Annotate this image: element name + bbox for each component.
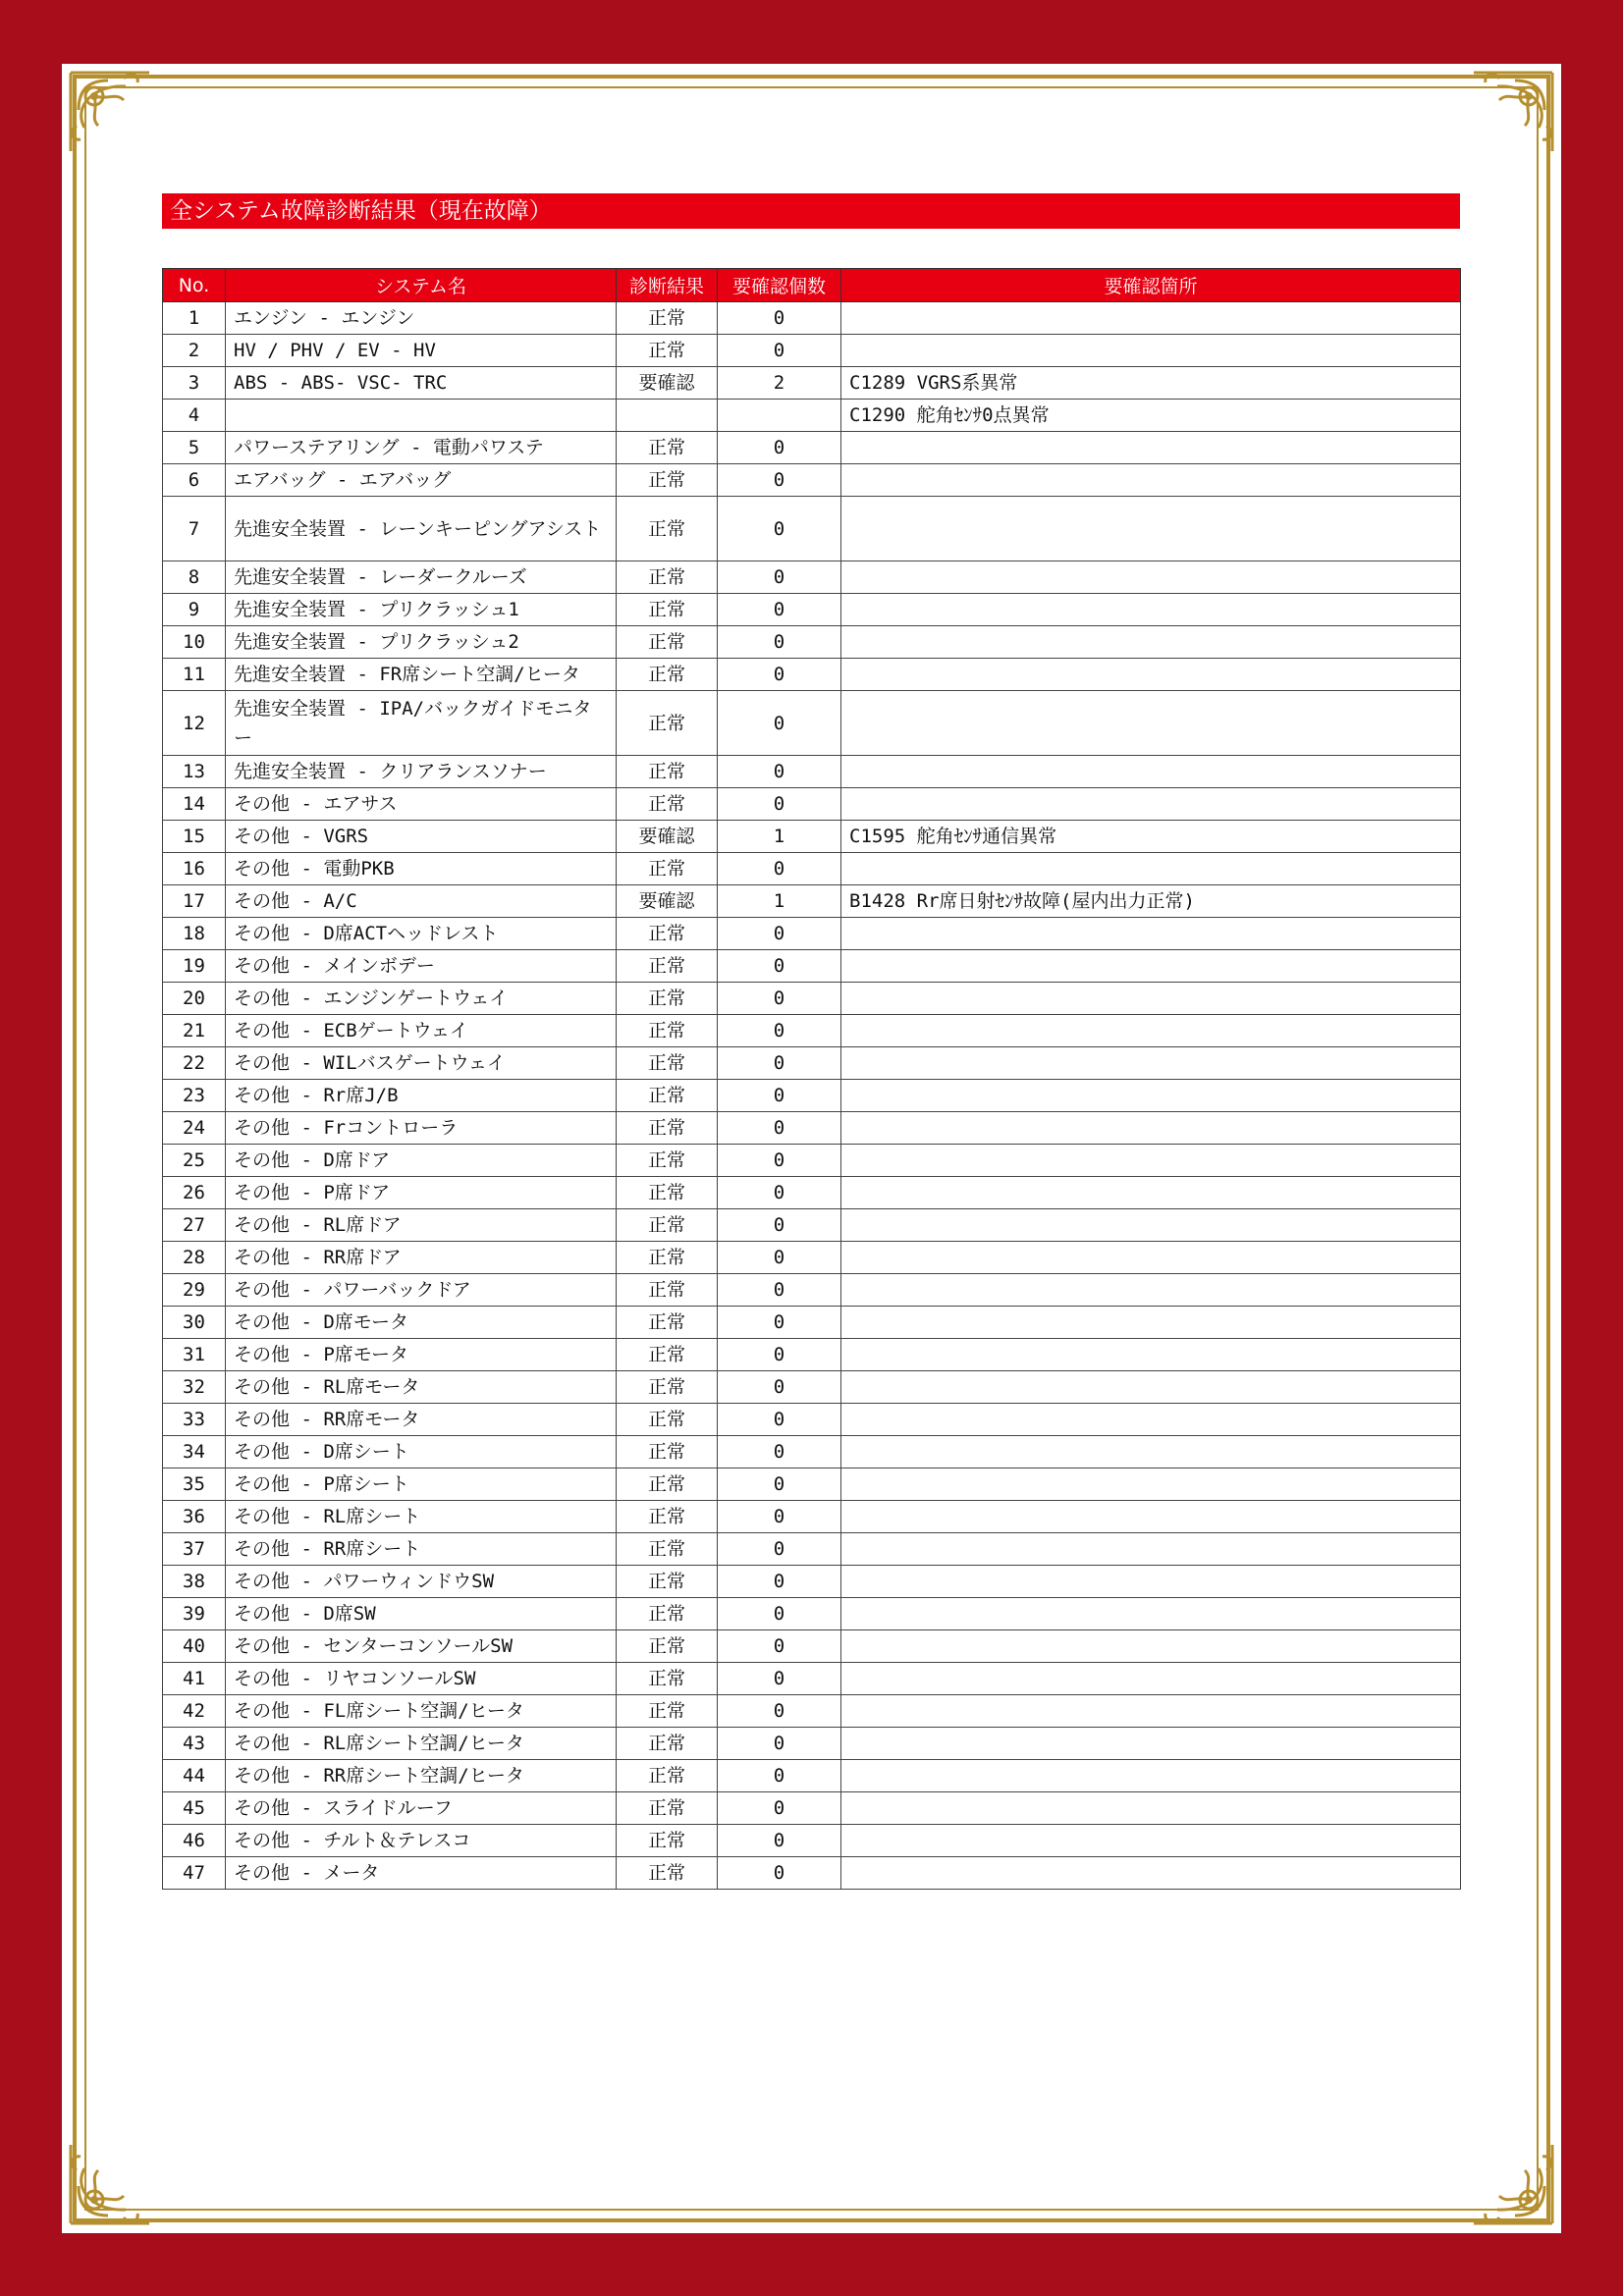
cell-result: 正常 — [617, 1307, 718, 1339]
cell-count: 0 — [718, 1145, 841, 1177]
cell-system: 先進安全装置 - IPA/バックガイドモニター — [226, 691, 617, 756]
cell-no: 35 — [163, 1468, 226, 1501]
cell-system: 先進安全装置 - プリクラッシュ2 — [226, 626, 617, 659]
table-row — [163, 626, 1461, 659]
table-row — [163, 788, 1461, 821]
cell-location — [841, 659, 1461, 691]
cell-location — [841, 853, 1461, 885]
cell-count: 0 — [718, 1209, 841, 1242]
table-row — [163, 1566, 1461, 1598]
cell-result: 要確認 — [617, 821, 718, 853]
table-row — [163, 918, 1461, 950]
cell-result: 正常 — [617, 756, 718, 788]
cell-count: 0 — [718, 1080, 841, 1112]
cell-location — [841, 497, 1461, 561]
cell-result: 正常 — [617, 1274, 718, 1307]
cell-result: 正常 — [617, 1760, 718, 1792]
table-row — [163, 561, 1461, 594]
table-row — [163, 1630, 1461, 1663]
cell-result: 正常 — [617, 853, 718, 885]
cell-system: その他 - リヤコンソールSW — [226, 1663, 617, 1695]
cell-no: 18 — [163, 918, 226, 950]
cell-count: 0 — [718, 1404, 841, 1436]
cell-result: 正常 — [617, 1792, 718, 1825]
cell-location — [841, 1274, 1461, 1307]
cell-no: 44 — [163, 1760, 226, 1792]
cell-location — [841, 1825, 1461, 1857]
table-row — [163, 1857, 1461, 1890]
cell-location — [841, 1468, 1461, 1501]
cell-location — [841, 1339, 1461, 1371]
table-row — [163, 1760, 1461, 1792]
corner-ornament-icon — [1468, 67, 1558, 157]
cell-result: 正常 — [617, 1177, 718, 1209]
table-row — [163, 1242, 1461, 1274]
cell-result: 正常 — [617, 1857, 718, 1890]
cell-count: 0 — [718, 1015, 841, 1047]
diagnosis-table — [162, 268, 1461, 1890]
cell-system: その他 - スライドルーフ — [226, 1792, 617, 1825]
cell-count: 0 — [718, 1695, 841, 1728]
cell-result: 正常 — [617, 1663, 718, 1695]
cell-system: 先進安全装置 - レーンキーピングアシスト — [226, 497, 617, 561]
cell-no: 15 — [163, 821, 226, 853]
cell-no: 33 — [163, 1404, 226, 1436]
table-row — [163, 464, 1461, 497]
table-body — [163, 302, 1461, 1890]
table-row — [163, 1501, 1461, 1533]
cell-result: 正常 — [617, 788, 718, 821]
cell-system: その他 - D席シート — [226, 1436, 617, 1468]
cell-count: 0 — [718, 1371, 841, 1404]
cell-system: HV / PHV / EV - HV — [226, 335, 617, 367]
cell-no: 37 — [163, 1533, 226, 1566]
header-result: 診断結果 — [617, 269, 718, 302]
cell-result: 正常 — [617, 691, 718, 756]
table-row — [163, 853, 1461, 885]
cell-location — [841, 1047, 1461, 1080]
cell-system: 先進安全装置 - レーダークルーズ — [226, 561, 617, 594]
cell-count: 0 — [718, 1468, 841, 1501]
table-row — [163, 1112, 1461, 1145]
cell-result: 正常 — [617, 1695, 718, 1728]
cell-no: 16 — [163, 853, 226, 885]
cell-no: 24 — [163, 1112, 226, 1145]
cell-location — [841, 1080, 1461, 1112]
cell-location — [841, 1112, 1461, 1145]
cell-system: その他 - エンジンゲートウェイ — [226, 983, 617, 1015]
cell-count: 0 — [718, 497, 841, 561]
cell-no: 39 — [163, 1598, 226, 1630]
cell-location — [841, 1566, 1461, 1598]
cell-count: 0 — [718, 1825, 841, 1857]
cell-result: 正常 — [617, 918, 718, 950]
cell-system: その他 - RL席ドア — [226, 1209, 617, 1242]
cell-location: C1595 舵角ｾﾝｻ通信異常 — [841, 821, 1461, 853]
cell-location — [841, 626, 1461, 659]
cell-location: C1289 VGRS系異常 — [841, 367, 1461, 400]
cell-system: その他 - チルト＆テレスコ — [226, 1825, 617, 1857]
cell-result: 正常 — [617, 659, 718, 691]
cell-result: 正常 — [617, 1371, 718, 1404]
cell-location — [841, 1663, 1461, 1695]
cell-location — [841, 1630, 1461, 1663]
table-row — [163, 1047, 1461, 1080]
cell-system: その他 - WILバスゲートウェイ — [226, 1047, 617, 1080]
cell-count: 0 — [718, 691, 841, 756]
table-row — [163, 983, 1461, 1015]
cell-system: その他 - D席ACTヘッドレスト — [226, 918, 617, 950]
cell-location — [841, 335, 1461, 367]
cell-system: その他 - FL席シート空調/ヒータ — [226, 1695, 617, 1728]
cell-no: 17 — [163, 885, 226, 918]
table-row — [163, 1436, 1461, 1468]
cell-result: 正常 — [617, 561, 718, 594]
cell-result: 正常 — [617, 1339, 718, 1371]
cell-count: 2 — [718, 367, 841, 400]
cell-count: 0 — [718, 659, 841, 691]
cell-result: 正常 — [617, 626, 718, 659]
cell-location — [841, 1177, 1461, 1209]
table-row — [163, 1274, 1461, 1307]
cell-system: その他 - メータ — [226, 1857, 617, 1890]
cell-system: 先進安全装置 - クリアランスソナー — [226, 756, 617, 788]
cell-count: 0 — [718, 1857, 841, 1890]
cell-no: 8 — [163, 561, 226, 594]
cell-location — [841, 1760, 1461, 1792]
cell-system: その他 - D席モータ — [226, 1307, 617, 1339]
cell-system: その他 - RR席シート — [226, 1533, 617, 1566]
cell-no: 32 — [163, 1371, 226, 1404]
cell-location — [841, 1436, 1461, 1468]
cell-result: 要確認 — [617, 367, 718, 400]
cell-no: 46 — [163, 1825, 226, 1857]
cell-no: 26 — [163, 1177, 226, 1209]
cell-no: 5 — [163, 432, 226, 464]
cell-system: ABS - ABS- VSC- TRC — [226, 367, 617, 400]
cell-no: 28 — [163, 1242, 226, 1274]
cell-result: 正常 — [617, 1630, 718, 1663]
cell-count: 1 — [718, 821, 841, 853]
cell-location: B1428 Rr席日射ｾﾝｻ故障(屋内出力正常) — [841, 885, 1461, 918]
table-row — [163, 756, 1461, 788]
table-row — [163, 821, 1461, 853]
cell-result: 要確認 — [617, 885, 718, 918]
cell-result: 正常 — [617, 1209, 718, 1242]
cell-no: 27 — [163, 1209, 226, 1242]
cell-count: 0 — [718, 1760, 841, 1792]
table-row — [163, 1598, 1461, 1630]
cell-count: 0 — [718, 788, 841, 821]
cell-no: 41 — [163, 1663, 226, 1695]
cell-location — [841, 1209, 1461, 1242]
cell-location — [841, 594, 1461, 626]
table-row — [163, 885, 1461, 918]
cell-no: 31 — [163, 1339, 226, 1371]
corner-ornament-icon — [1468, 2139, 1558, 2229]
cell-count: 0 — [718, 1728, 841, 1760]
header-system: システム名 — [226, 269, 617, 302]
cell-location — [841, 1242, 1461, 1274]
table-row — [163, 1533, 1461, 1566]
cell-location — [841, 756, 1461, 788]
cell-count: 0 — [718, 594, 841, 626]
cell-count: 0 — [718, 432, 841, 464]
cell-system: エンジン - エンジン — [226, 302, 617, 335]
cell-no: 20 — [163, 983, 226, 1015]
cell-count: 0 — [718, 983, 841, 1015]
cell-system: その他 - RR席シート空調/ヒータ — [226, 1760, 617, 1792]
cell-system: その他 - センターコンソールSW — [226, 1630, 617, 1663]
cell-result: 正常 — [617, 1047, 718, 1080]
cell-system — [226, 400, 617, 432]
cell-result: 正常 — [617, 950, 718, 983]
cell-no: 1 — [163, 302, 226, 335]
cell-result: 正常 — [617, 1825, 718, 1857]
cell-system: その他 - ECBゲートウェイ — [226, 1015, 617, 1047]
cell-result: 正常 — [617, 1728, 718, 1760]
cell-system: 先進安全装置 - FR席シート空調/ヒータ — [226, 659, 617, 691]
cell-count: 0 — [718, 1112, 841, 1145]
cell-count: 0 — [718, 950, 841, 983]
cell-no: 23 — [163, 1080, 226, 1112]
table-row — [163, 367, 1461, 400]
cell-count: 0 — [718, 1533, 841, 1566]
cell-result: 正常 — [617, 983, 718, 1015]
header-count: 要確認個数 — [718, 269, 841, 302]
cell-count: 0 — [718, 1177, 841, 1209]
cell-result: 正常 — [617, 1112, 718, 1145]
cell-result: 正常 — [617, 1598, 718, 1630]
cell-no: 2 — [163, 335, 226, 367]
cell-count — [718, 400, 841, 432]
table-row — [163, 1468, 1461, 1501]
cell-system: その他 - RL席モータ — [226, 1371, 617, 1404]
cell-result — [617, 400, 718, 432]
table-row — [163, 1825, 1461, 1857]
cell-count: 0 — [718, 1501, 841, 1533]
cell-count: 0 — [718, 1242, 841, 1274]
table-row — [163, 1695, 1461, 1728]
cell-system: パワーステアリング - 電動パワステ — [226, 432, 617, 464]
cell-count: 0 — [718, 561, 841, 594]
cell-count: 1 — [718, 885, 841, 918]
cell-no: 6 — [163, 464, 226, 497]
table-row — [163, 659, 1461, 691]
cell-result: 正常 — [617, 432, 718, 464]
cell-location — [841, 1857, 1461, 1890]
cell-location: C1290 舵角ｾﾝｻ0点異常 — [841, 400, 1461, 432]
cell-location — [841, 788, 1461, 821]
corner-ornament-icon — [65, 2139, 155, 2229]
header-location: 要確認箇所 — [841, 269, 1461, 302]
cell-result: 正常 — [617, 1080, 718, 1112]
cell-no: 22 — [163, 1047, 226, 1080]
table-row — [163, 1339, 1461, 1371]
corner-ornament-icon — [65, 67, 155, 157]
cell-location — [841, 1792, 1461, 1825]
cell-location — [841, 1371, 1461, 1404]
cell-system: その他 - RR席ドア — [226, 1242, 617, 1274]
table-row — [163, 1728, 1461, 1760]
cell-count: 0 — [718, 1566, 841, 1598]
table-row — [163, 302, 1461, 335]
cell-location — [841, 1598, 1461, 1630]
cell-result: 正常 — [617, 1404, 718, 1436]
cell-no: 14 — [163, 788, 226, 821]
cell-count: 0 — [718, 1274, 841, 1307]
cell-no: 42 — [163, 1695, 226, 1728]
cell-result: 正常 — [617, 1566, 718, 1598]
cell-location — [841, 1533, 1461, 1566]
cell-system: その他 - D席SW — [226, 1598, 617, 1630]
cell-no: 13 — [163, 756, 226, 788]
cell-location — [841, 1404, 1461, 1436]
cell-no: 47 — [163, 1857, 226, 1890]
cell-no: 4 — [163, 400, 226, 432]
cell-system: その他 - D席ドア — [226, 1145, 617, 1177]
cell-count: 0 — [718, 1047, 841, 1080]
table-row — [163, 497, 1461, 561]
cell-location — [841, 691, 1461, 756]
cell-result: 正常 — [617, 1436, 718, 1468]
cell-count: 0 — [718, 626, 841, 659]
cell-system: その他 - P席ドア — [226, 1177, 617, 1209]
cell-count: 0 — [718, 1663, 841, 1695]
table-row — [163, 1307, 1461, 1339]
table-row — [163, 1015, 1461, 1047]
cell-no: 40 — [163, 1630, 226, 1663]
cell-no: 12 — [163, 691, 226, 756]
cell-system: その他 - エアサス — [226, 788, 617, 821]
cell-location — [841, 1728, 1461, 1760]
cell-system: エアバッグ - エアバッグ — [226, 464, 617, 497]
cell-no: 29 — [163, 1274, 226, 1307]
cell-result: 正常 — [617, 1533, 718, 1566]
cell-system: その他 - P席シート — [226, 1468, 617, 1501]
cell-no: 30 — [163, 1307, 226, 1339]
cell-count: 0 — [718, 853, 841, 885]
cell-count: 0 — [718, 1792, 841, 1825]
table-row — [163, 950, 1461, 983]
cell-count: 0 — [718, 756, 841, 788]
cell-result: 正常 — [617, 1145, 718, 1177]
table-row — [163, 1371, 1461, 1404]
cell-count: 0 — [718, 302, 841, 335]
cell-location — [841, 1501, 1461, 1533]
cell-location — [841, 1015, 1461, 1047]
cell-location — [841, 464, 1461, 497]
cell-count: 0 — [718, 1307, 841, 1339]
table-row — [163, 1404, 1461, 1436]
cell-result: 正常 — [617, 497, 718, 561]
cell-no: 19 — [163, 950, 226, 983]
table-row — [163, 432, 1461, 464]
cell-system: その他 - パワーバックドア — [226, 1274, 617, 1307]
cell-count: 0 — [718, 464, 841, 497]
cell-system: その他 - メインボデー — [226, 950, 617, 983]
cell-location — [841, 432, 1461, 464]
table-row — [163, 691, 1461, 756]
cell-no: 38 — [163, 1566, 226, 1598]
cell-system: その他 - VGRS — [226, 821, 617, 853]
cell-count: 0 — [718, 1436, 841, 1468]
table-row — [163, 1209, 1461, 1242]
table-row — [163, 400, 1461, 432]
table-row — [163, 1080, 1461, 1112]
cell-no: 9 — [163, 594, 226, 626]
cell-no: 3 — [163, 367, 226, 400]
table-row — [163, 1792, 1461, 1825]
cell-count: 0 — [718, 1598, 841, 1630]
cell-no: 34 — [163, 1436, 226, 1468]
page-title: 全システム故障診断結果（現在故障） — [162, 193, 1460, 229]
cell-no: 21 — [163, 1015, 226, 1047]
table-row — [163, 1663, 1461, 1695]
table-row — [163, 594, 1461, 626]
cell-location — [841, 1145, 1461, 1177]
cell-result: 正常 — [617, 594, 718, 626]
cell-system: その他 - Frコントローラ — [226, 1112, 617, 1145]
cell-no: 43 — [163, 1728, 226, 1760]
cell-location — [841, 561, 1461, 594]
header-no: No. — [163, 269, 226, 302]
cell-location — [841, 918, 1461, 950]
cell-result: 正常 — [617, 1501, 718, 1533]
table-row — [163, 1145, 1461, 1177]
table-row — [163, 335, 1461, 367]
cell-system: その他 - Rr席J/B — [226, 1080, 617, 1112]
cell-result: 正常 — [617, 335, 718, 367]
cell-location — [841, 302, 1461, 335]
cell-system: その他 - パワーウィンドウSW — [226, 1566, 617, 1598]
cell-result: 正常 — [617, 1468, 718, 1501]
cell-no: 45 — [163, 1792, 226, 1825]
cell-no: 10 — [163, 626, 226, 659]
cell-location — [841, 950, 1461, 983]
cell-location — [841, 1307, 1461, 1339]
cell-system: その他 - P席モータ — [226, 1339, 617, 1371]
cell-count: 0 — [718, 335, 841, 367]
cell-location — [841, 1695, 1461, 1728]
cell-result: 正常 — [617, 1015, 718, 1047]
cell-result: 正常 — [617, 302, 718, 335]
cell-result: 正常 — [617, 464, 718, 497]
cell-system: その他 - RL席シート空調/ヒータ — [226, 1728, 617, 1760]
cell-location — [841, 983, 1461, 1015]
cell-system: 先進安全装置 - プリクラッシュ1 — [226, 594, 617, 626]
cell-no: 25 — [163, 1145, 226, 1177]
cell-result: 正常 — [617, 1242, 718, 1274]
cell-count: 0 — [718, 918, 841, 950]
cell-no: 7 — [163, 497, 226, 561]
cell-system: その他 - RL席シート — [226, 1501, 617, 1533]
cell-system: その他 - 電動PKB — [226, 853, 617, 885]
cell-no: 36 — [163, 1501, 226, 1533]
cell-system: その他 - RR席モータ — [226, 1404, 617, 1436]
table-row — [163, 1177, 1461, 1209]
table-header-row — [163, 269, 1461, 302]
cell-system: その他 - A/C — [226, 885, 617, 918]
cell-count: 0 — [718, 1339, 841, 1371]
cell-no: 11 — [163, 659, 226, 691]
cell-count: 0 — [718, 1630, 841, 1663]
